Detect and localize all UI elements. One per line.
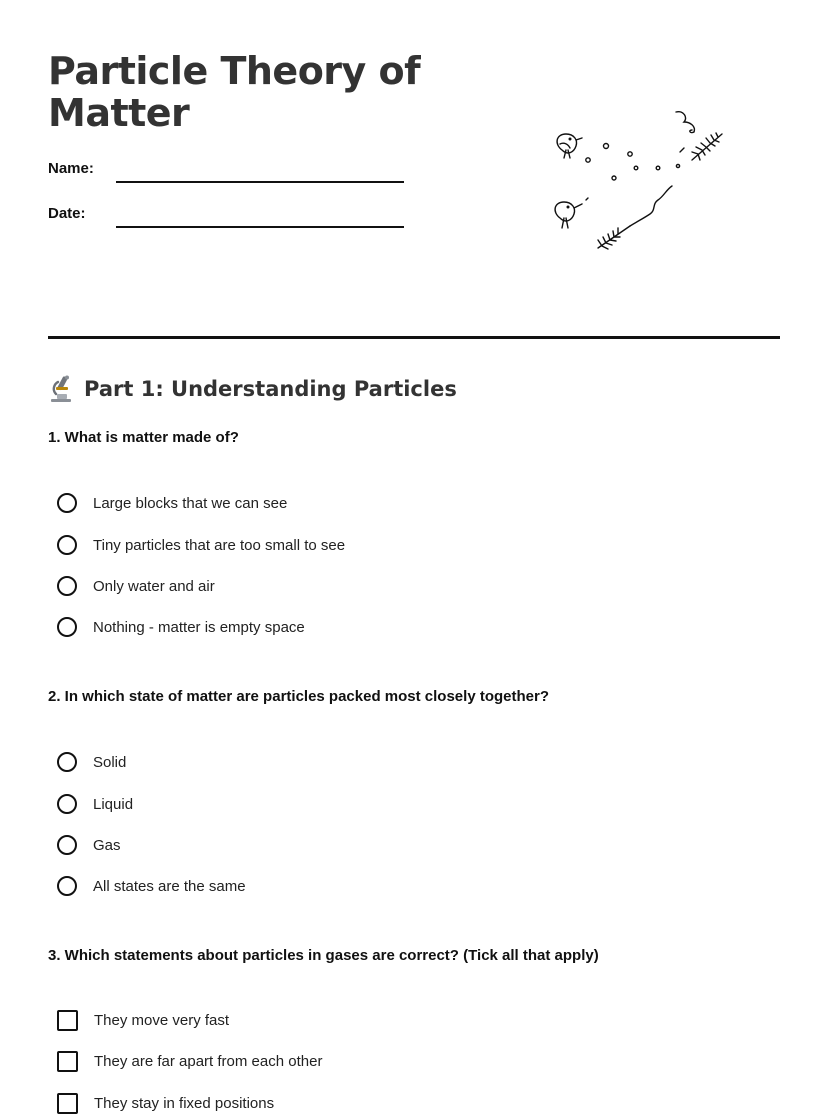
radio-button[interactable] (57, 752, 77, 772)
date-input-line[interactable] (116, 226, 404, 228)
q2-option-c[interactable]: Gas (57, 832, 121, 858)
question-2-text: 2. In which state of matter are particles packed most closely together? (48, 688, 549, 705)
radio-button[interactable] (57, 794, 77, 814)
q3-option-b[interactable]: They are far apart from each other (57, 1048, 322, 1074)
radio-button[interactable] (57, 835, 77, 855)
name-label: Name: (48, 160, 94, 177)
radio-button[interactable] (57, 876, 77, 896)
checkbox[interactable] (57, 1051, 78, 1072)
worksheet-title: Particle Theory of Matter (48, 49, 421, 135)
name-input-line[interactable] (116, 181, 404, 183)
q2-option-a[interactable]: Solid (57, 749, 126, 775)
radio-button[interactable] (57, 493, 77, 513)
checkbox[interactable] (57, 1093, 78, 1114)
part1-title: Part 1: Understanding Particles (84, 377, 457, 401)
name-field[interactable] (48, 160, 408, 188)
checkbox[interactable] (57, 1010, 78, 1031)
radio-button[interactable] (57, 576, 77, 596)
q3-option-a[interactable]: They move very fast (57, 1007, 229, 1033)
microscope-icon (48, 374, 74, 404)
radio-button[interactable] (57, 617, 77, 637)
question-3-text: 3. Which statements about particles in gases are correct? (Tick all that apply) (48, 947, 599, 964)
date-label: Date: (48, 205, 86, 222)
q1-option-b[interactable]: Tiny particles that are too small to see (57, 532, 345, 558)
q1-option-a[interactable]: Large blocks that we can see (57, 490, 287, 516)
date-field[interactable] (48, 205, 408, 233)
q2-option-b[interactable]: Liquid (57, 791, 133, 817)
q1-option-c[interactable]: Only water and air (57, 573, 215, 599)
q1-option-d[interactable]: Nothing - matter is empty space (57, 614, 305, 640)
question-1-text: 1. What is matter made of? (48, 429, 239, 446)
particles-doodle-illustration (540, 100, 740, 260)
q2-option-d[interactable]: All states are the same (57, 873, 246, 899)
q3-option-c[interactable]: They stay in fixed positions (57, 1090, 274, 1116)
part1-heading (48, 372, 457, 406)
section-divider (48, 336, 780, 339)
radio-button[interactable] (57, 535, 77, 555)
